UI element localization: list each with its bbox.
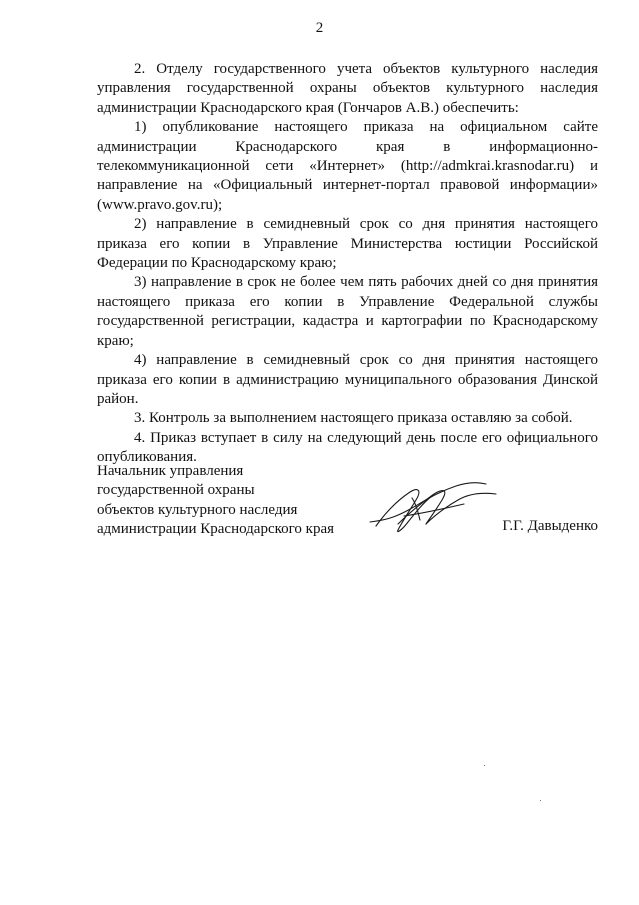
document-body	[97, 60, 598, 468]
signatory-title-line: администрации Краснодарского края	[97, 521, 335, 538]
page-number: 2	[315, 20, 324, 36]
paragraph-item-2: 2. Отделу государственного учета объектов культурного наследия управления государственной охраны объектов культурного наследия администрации Краснодарского края (Гончаров А.В.) обеспечить:	[97, 61, 598, 116]
signatory-title-line: государственной охраны	[97, 482, 255, 499]
handwritten-signature	[368, 478, 498, 538]
signatory-title-line: Начальник управления	[97, 463, 244, 479]
paragraph-item-3: 3. Контроль за выполнением настоящего приказа оставляю за собой.	[134, 410, 573, 427]
paragraph-subitem-3: 3) направление в срок не более чем пять рабочих дней со дня принятия настоящего приказа его копии в Управление Федеральной службы государственной регистрации, кадастра и картографии по Краснодарскому краю;	[97, 274, 598, 349]
paragraph-subitem-2: 2) направление в семидневный срок со дня принятия настоящего приказа его копии в Управление Министерства юстиции Российской Федерации по Краснодарскому краю;	[97, 216, 598, 272]
paragraph-subitem-4: 4) направление в семидневный срок со дня принятия настоящего приказа его копии в администрацию муниципального образования Динской район.	[97, 352, 598, 407]
scan-speck	[540, 800, 541, 801]
signatory-title-line: объектов культурного наследия	[97, 501, 298, 518]
scan-speck	[484, 765, 485, 766]
signatory-name: Г.Г. Давыденко	[502, 518, 598, 534]
paragraph-subitem-1: 1) опубликование настоящего приказа на официальном сайте администрации Краснодарского края в информационно-телекоммуникационной сети «Интернет» (http://admkrai.krasnodar.ru) и направление на «Официальный интернет-портал правовой информации» (www.pravo.gov.ru);	[97, 119, 598, 213]
paragraph-item-4: 4. Приказ вступает в силу на следующий день после его официального опубликования.	[97, 429, 598, 466]
